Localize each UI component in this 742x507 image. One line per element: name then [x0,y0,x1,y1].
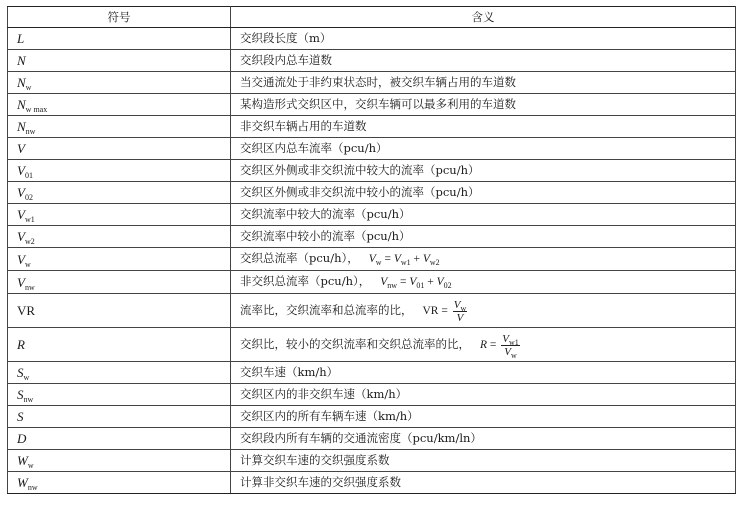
table-row [8,138,736,160]
table-row [8,204,736,226]
meaning-cell: 交织流率中较小的流率（pcu/h） [231,226,736,248]
symbol-cell: S [8,406,231,428]
meaning-cell: 交织流率中较大的流率（pcu/h） [231,204,736,226]
symbol-cell: D [8,428,231,450]
fraction: $\frac{V_{w1}}{V_w}$ [502,332,519,360]
meaning-cell: 当交通流处于非约束状态时，被交织车辆占用的车道数 [231,72,736,94]
table-row [8,116,736,138]
table-row [8,428,736,450]
meaning-cell: 某构造形式交织区中，交织车辆可以最多利用的车道数 [231,94,736,116]
symbol-cell: VR [8,294,231,328]
symbol-table [7,6,736,494]
symbol-cell: $W_w$ [8,450,231,472]
meaning-cell: 交织段内总车道数 [231,50,736,72]
table-row [8,294,736,328]
symbol-cell: V [8,138,231,160]
header-meaning: 含义 [231,7,736,28]
symbol-cell: $N_{w max}$ [8,94,231,116]
meaning-cell: 非交织总流率（pcu/h）， $V_{nw} = V_{01} + V_{02}$ [231,271,736,294]
table-row [8,226,736,248]
meaning-cell: 交织区外侧或非交织流中较小的流率（pcu/h） [231,182,736,204]
table-row [8,450,736,472]
table-row [8,328,736,362]
symbol-cell: $W_{nw}$ [8,472,231,494]
symbol-cell: N [8,50,231,72]
symbol-cell: $V_{01}$ [8,160,231,182]
meaning-cell: 交织比，较小的交织流率和交织总流率的比， R = $\frac{V_{w1}}{V_w}$ [231,328,736,362]
table-header-row [8,7,736,28]
table-row [8,72,736,94]
table-row [8,94,736,116]
table-row [8,50,736,72]
table-row [8,384,736,406]
fraction: $\frac{V_w}{V}$ [453,298,467,324]
formula: R = $\frac{V_{w1}}{V_w}$ [480,332,519,360]
meaning-cell: 交织区内的非交织车速（km/h） [231,384,736,406]
symbol-cell: $V_{nw}$ [8,271,231,294]
table-row [8,362,736,384]
symbol-cell: $V_{w2}$ [8,226,231,248]
meaning-cell: 交织车速（km/h） [231,362,736,384]
formula: VR = $\frac{V_w}{V}$ [422,298,467,324]
meaning-cell: 计算非交织车速的交织强度系数 [231,472,736,494]
meaning-cell: 交织段长度（m） [231,28,736,50]
meaning-cell: 交织区外侧或非交织流中较大的流率（pcu/h） [231,160,736,182]
symbol-cell: $V_{w1}$ [8,204,231,226]
symbol-cell: $V_{02}$ [8,182,231,204]
table-row [8,28,736,50]
symbol-cell: $N_w$ [8,72,231,94]
symbol-cell: $S_w$ [8,362,231,384]
meaning-cell: 流率比，交织流率和总流率的比， VR = $\frac{V_w}{V}$ [231,294,736,328]
meaning-cell: 交织段内所有车辆的交通流密度（pcu/km/ln） [231,428,736,450]
formula: $V_{nw} = V_{01} + V_{02}$ [380,276,452,290]
meaning-cell: 交织区内总车流率（pcu/h） [231,138,736,160]
formula: $V_w = V_{w1} + V_{w2}$ [368,253,440,267]
meaning-cell: 非交织车辆占用的车道数 [231,116,736,138]
header-symbol: 符号 [8,7,231,28]
symbol-cell: L [8,28,231,50]
table-row [8,248,736,271]
symbol-cell: $S_{nw}$ [8,384,231,406]
table-row [8,406,736,428]
symbol-cell: R [8,328,231,362]
table-row [8,182,736,204]
table-row [8,160,736,182]
meaning-cell: 交织区内的所有车辆车速（km/h） [231,406,736,428]
symbol-cell: $N_{nw}$ [8,116,231,138]
table-row [8,472,736,494]
table-row [8,271,736,294]
meaning-cell: 交织总流率（pcu/h）， $V_w = V_{w1} + V_{w2}$ [231,248,736,271]
meaning-cell: 计算交织车速的交织强度系数 [231,450,736,472]
symbol-cell: $V_w$ [8,248,231,271]
